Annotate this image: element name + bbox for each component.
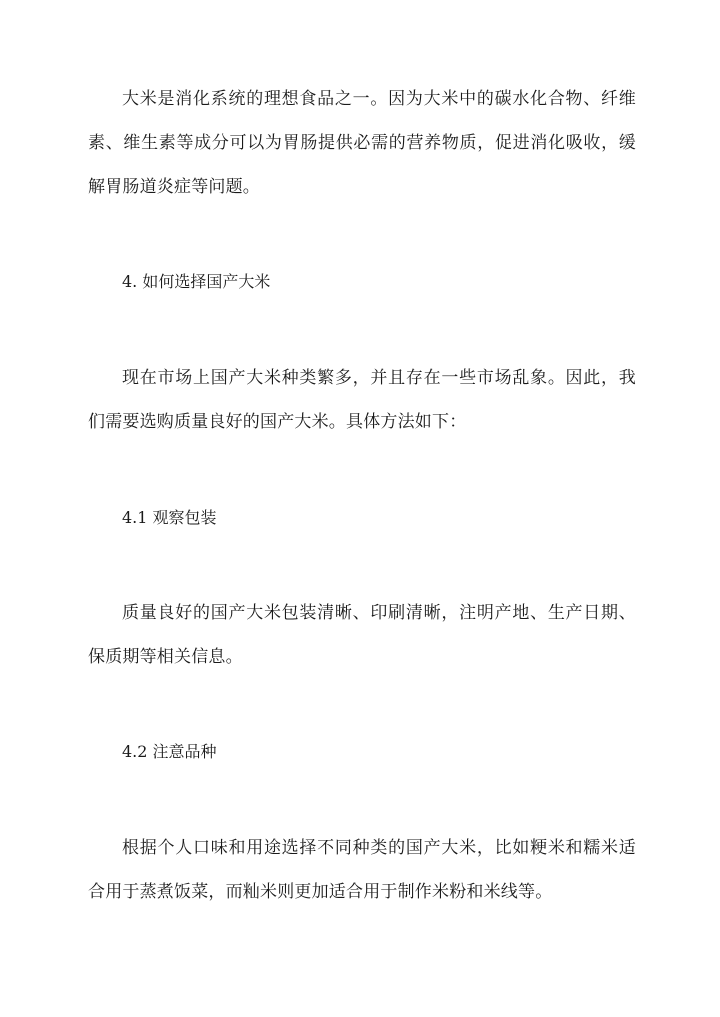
section-heading-4-1: 4.1 观察包装 [122,508,217,527]
section-heading-4: 4. 如何选择国产大米 [122,272,271,291]
section-heading-4-2: 4.2 注意品种 [122,742,217,761]
paragraph-market: 现在市场上国产大米种类繁多，并且存在一些市场乱象。因此，我们需要选购质量良好的国产大米。具体方法如下： [88,368,636,432]
paragraph-digestion: 大米是消化系统的理想食品之一。因为大米中的碳水化合物、纤维素、维生素等成分可以为胃肠提供必需的营养物质，促进消化吸收，缓解胃肠道炎症等问题。 [88,89,636,197]
paragraph-variety: 根据个人口味和用途选择不同种类的国产大米，比如粳米和糯米适合用于蒸煮饭菜，而籼米则更加适合用于制作米粉和米线等。 [88,838,636,902]
paragraph-packaging: 质量良好的国产大米包装清晰、印刷清晰，注明产地、生产日期、保质期等相关信息。 [88,603,636,667]
